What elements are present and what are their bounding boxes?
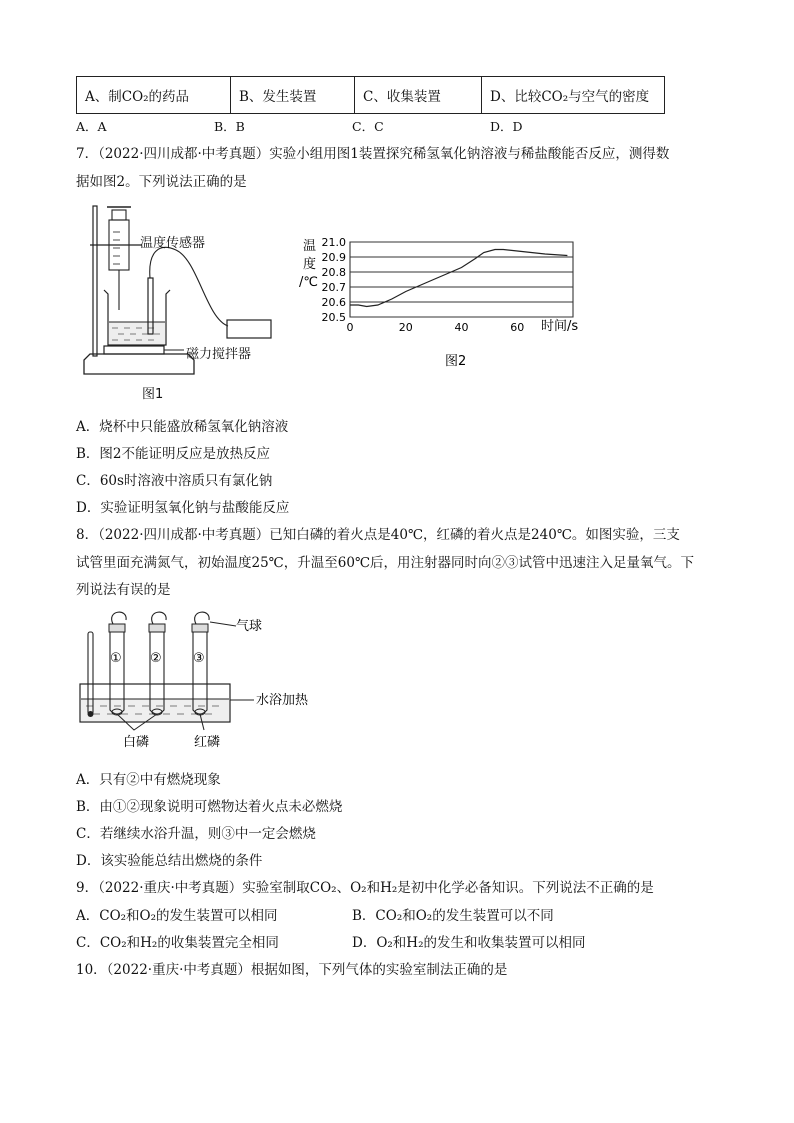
- chart-ylabel-char-1: 温: [303, 239, 317, 254]
- q8-stem-line3: 列说法有误的是: [76, 582, 171, 598]
- chart-ylabel-char-3: /℃: [299, 275, 318, 290]
- chart-series-line: [350, 250, 567, 307]
- stirrer-label: 磁力搅拌器: [186, 347, 252, 362]
- q8-option-d[interactable]: D．该实验能总结出燃烧的条件: [76, 853, 263, 869]
- answer-table: [76, 76, 665, 114]
- q7-stem-line1: 7．（2022·四川成都·中考真题）实验小组用图1装置探究稀氢氧化钠溶液与稀盐酸能否反应，测得数: [76, 146, 670, 162]
- table-cell-b: B、发生装置: [231, 77, 355, 114]
- chart-x-ticks: [347, 321, 525, 334]
- q9-stem: 9．（2022·重庆·中考真题）实验室制取CO₂、O₂和H₂是初中化学必备知识。下列说法不正确的是: [76, 880, 654, 896]
- table-cell-a: A、制CO₂的药品: [77, 77, 231, 114]
- figure2-caption: 图2: [445, 354, 467, 369]
- syringe-plunger: [112, 210, 126, 220]
- magnetic-stirrer: [104, 346, 164, 354]
- tube-label-2: ②: [150, 651, 162, 666]
- q8-option-b[interactable]: B．由①②现象说明可燃物达着火点未必燃烧: [76, 799, 343, 815]
- q9-option-a[interactable]: A．CO₂和O₂的发生装置可以相同: [76, 908, 278, 924]
- q8-stem-line2: 试管里面充满氮气，初始温度25℃，升温至60℃后，用注射器同时向②③试管中迅速注入足量氧气。下: [76, 555, 695, 571]
- red-phosphorus-label: 红磷: [194, 735, 221, 750]
- chart-x-tick-label: 60: [510, 321, 525, 334]
- sensor-box: [227, 320, 271, 338]
- chart-x-tick-label: 20: [398, 321, 413, 334]
- chart-y-tick-label: 21.0: [321, 236, 346, 249]
- chart-y-tick-label: 20.8: [321, 266, 346, 279]
- figure2-chart: [295, 230, 615, 380]
- q6-choice-b[interactable]: B．B: [214, 119, 245, 134]
- beaker-liquid: [109, 322, 165, 344]
- q6-choice-a[interactable]: A．A: [76, 119, 107, 134]
- q6-choice-d[interactable]: D．D: [490, 119, 523, 134]
- chart-y-tick-label: 20.5: [321, 311, 346, 324]
- q7-stem-line2: 据如图2。下列说法正确的是: [76, 174, 247, 190]
- q7-option-a[interactable]: A．烧杯中只能盛放稀氢氧化钠溶液: [76, 419, 289, 435]
- chart-ylabel-char-2: 度: [303, 257, 317, 272]
- q8-stem-line1: 8．（2022·四川成都·中考真题）已知白磷的着火点是40℃，红磷的着火点是240℃。如图实验，三支: [76, 527, 680, 543]
- stand-rod: [93, 206, 97, 356]
- q9-option-d[interactable]: D．O₂和H₂的发生和收集装置可以相同: [352, 935, 586, 951]
- balloon-label: 气球: [236, 619, 263, 634]
- tube-label-1: ①: [110, 651, 122, 666]
- table-cell-d: D、比较CO₂与空气的密度: [482, 77, 665, 114]
- figure1-apparatus: [76, 198, 306, 404]
- chart-y-ticks: [322, 236, 347, 324]
- table-cell-c: C、收集装置: [355, 77, 482, 114]
- q7-option-d[interactable]: D．实验证明氢氧化钠与盐酸能反应: [76, 500, 290, 516]
- chart-x-tick-label: 0: [346, 321, 354, 334]
- sensor-label: 温度传感器: [140, 236, 206, 251]
- chart-y-tick-label: 20.9: [321, 251, 346, 264]
- q8-option-c[interactable]: C．若继续水浴升温，则③中一定会燃烧: [76, 826, 316, 842]
- q9-option-c[interactable]: C．CO₂和H₂的收集装置完全相同: [76, 935, 279, 951]
- q9-option-b[interactable]: B．CO₂和O₂的发生装置可以不同: [352, 908, 554, 924]
- chart-y-tick-label: 20.7: [321, 281, 346, 294]
- chart-xlabel: 时间/s: [541, 319, 579, 334]
- q10-stem: 10．（2022·重庆·中考真题）根据如图，下列气体的实验室制法正确的是: [76, 962, 508, 978]
- chart-y-tick-label: 20.6: [321, 296, 346, 309]
- chart-x-tick-label: 40: [454, 321, 469, 334]
- figure1-caption: 图1: [142, 387, 164, 402]
- stand-base: [84, 354, 194, 374]
- white-phosphorus-label: 白磷: [123, 735, 150, 750]
- q7-option-c[interactable]: C．60s时溶液中溶质只有氯化钠: [76, 473, 273, 489]
- q6-choice-c[interactable]: C．C: [352, 119, 384, 134]
- q7-option-b[interactable]: B．图2不能证明反应是放热反应: [76, 446, 271, 462]
- water-bath-label: 水浴加热: [256, 693, 309, 708]
- figure-phosphorus-experiment: [76, 604, 336, 754]
- q8-option-a[interactable]: A．只有②中有燃烧现象: [76, 772, 221, 788]
- tube-label-3: ③: [193, 651, 205, 666]
